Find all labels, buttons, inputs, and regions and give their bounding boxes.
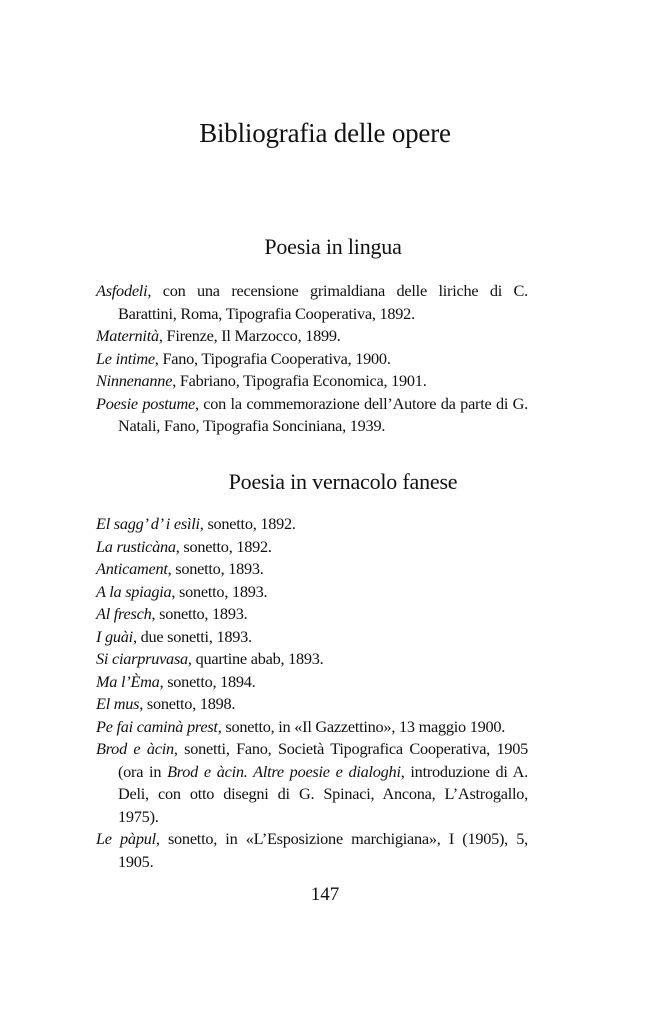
- bibliography-entry: [96, 648, 528, 671]
- work-title: A la spiagia: [96, 581, 172, 601]
- bibliography-entry: [96, 738, 528, 828]
- bibliography-entry: [96, 671, 528, 694]
- work-title: Maternità: [96, 326, 159, 345]
- bibliography-entry: [96, 626, 528, 649]
- work-title: El sagg’ d’ i esìli: [96, 514, 200, 533]
- page-title: Bibliografia delle opere: [199, 118, 451, 148]
- entry-details: , sonetto, in «L’Esposizione marchigiana», I (1905), 5, 1905.: [118, 829, 528, 871]
- entry-details: , con la commemorazione dell’Autore da parte di G. Natali, Fano, Tipografia Sonciniana, 1939.: [118, 393, 529, 435]
- work-title: I guài: [96, 626, 133, 646]
- section-heading-poesia-in-lingua: Poesia in lingua: [264, 234, 402, 259]
- entry-details: , Firenze, Il Marzocco, 1899.: [158, 326, 341, 345]
- bibliography-entry: [96, 370, 528, 393]
- bibliography-entry: [96, 828, 528, 873]
- bibliography-entry: [96, 581, 528, 604]
- bibliography-entry: [96, 513, 528, 536]
- entry-details: , sonetto, 1898.: [139, 694, 236, 713]
- work-title: El mus: [96, 694, 140, 713]
- work-title-reprint: Brod e àcin. Altre poesie e dialoghi: [167, 761, 401, 781]
- entry-details: , con una recensione grimaldiana delle liriche di C. Barattini, Roma, Tipografia Cooperativa, 1892.: [118, 281, 528, 323]
- work-title: Brod e àcin: [96, 739, 174, 758]
- bibliography-entry: [96, 716, 528, 739]
- bibliography-entry: [96, 393, 528, 438]
- bibliography-entry: [96, 325, 528, 348]
- work-title: La rusticàna: [96, 536, 176, 556]
- work-title: Poesie postume: [96, 393, 195, 413]
- entry-details: , due sonetti, 1893.: [132, 626, 252, 646]
- bibliography-entry: [96, 536, 528, 559]
- bibliography-entry: [96, 603, 528, 626]
- work-title: Le intime: [96, 348, 155, 368]
- work-title: Si ciarpruvasa: [96, 649, 188, 668]
- entry-details: , Fabriano, Tipografia Economica, 1901.: [172, 371, 427, 390]
- work-title: Anticament: [96, 559, 168, 578]
- work-title: Pe fai caminà prest: [96, 716, 218, 736]
- entry-details: , sonetto, 1893.: [171, 581, 268, 601]
- entry-details: , sonetto, 1892.: [175, 536, 272, 556]
- entry-details: , sonetto, 1893.: [151, 604, 248, 623]
- entry-details: , sonetto, in «Il Gazzettino», 13 maggio 1900.: [217, 716, 506, 736]
- bibliography-entry: [96, 280, 528, 325]
- work-title: Asfodeli: [96, 281, 148, 300]
- entry-details-reprint: , introduzione di A. Deli, con otto disegni di G. Spinaci, Ancona, L’Astrogallo, 1975).: [118, 761, 528, 826]
- entry-details: , sonetto, 1892.: [199, 514, 296, 533]
- entry-details: , sonetti, Fano, Società Tipografica Cooperativa, 1905 (ora in: [118, 739, 529, 781]
- work-title: Ninnenanne: [96, 371, 173, 390]
- work-title: Ma l’Èma: [96, 671, 160, 691]
- page-number: 147: [310, 884, 340, 905]
- section-heading-poesia-in-vernacolo: Poesia in vernacolo fanese: [228, 469, 458, 494]
- bibliography-entry: [96, 348, 528, 371]
- work-title: Al fresch: [96, 604, 152, 623]
- entry-details: , sonetto, 1893.: [167, 559, 264, 578]
- work-title: Le pàpul: [96, 829, 156, 848]
- bibliography-entry: [96, 693, 528, 716]
- bibliography-entry: [96, 558, 528, 581]
- entry-details: , Fano, Tipografia Cooperativa, 1900.: [154, 348, 391, 368]
- bibliography-list-lingua: [96, 280, 528, 438]
- entry-details: , quartine abab, 1893.: [187, 649, 324, 668]
- entry-details: , sonetto, 1894.: [159, 671, 256, 691]
- bibliography-list-vernacolo: [96, 513, 528, 873]
